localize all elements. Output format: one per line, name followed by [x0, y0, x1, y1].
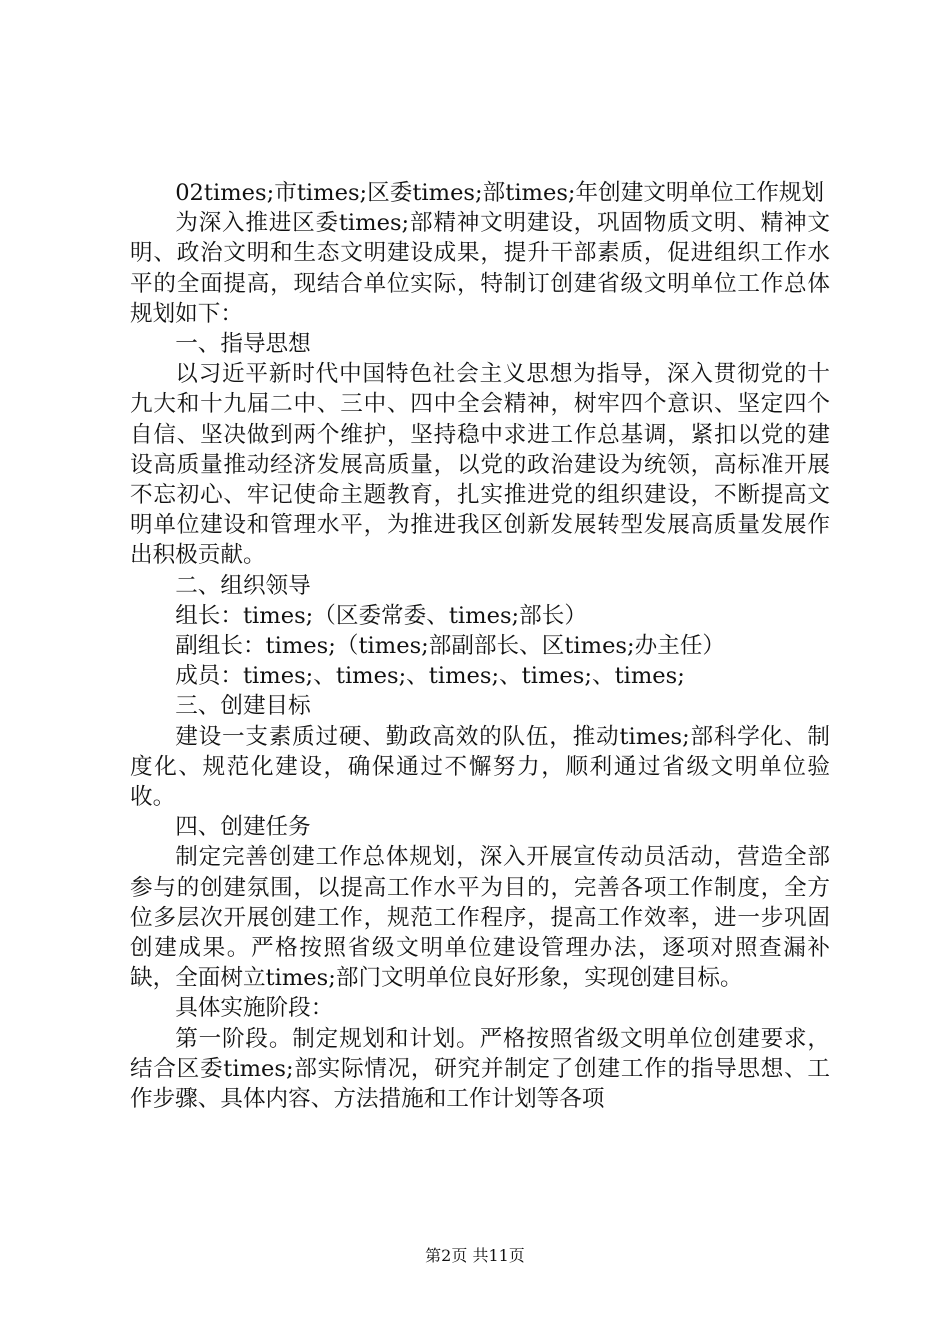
section-heading-tasks: 四、创建任务 — [175, 814, 311, 841]
page-number-footer: 第2页 共11页 — [425, 1246, 525, 1265]
section-heading-guiding-thought: 一、指导思想 — [175, 331, 311, 358]
members-line: 成员：times;、times;、times;、times;、times; — [175, 663, 685, 690]
section-heading-goals: 三、创建目标 — [175, 693, 311, 720]
document-title: 02times;市times;区委times;部times;年创建文明单位工作规划 — [175, 180, 825, 206]
implementation-heading: 具体实施阶段： — [175, 995, 334, 1022]
document-body — [130, 178, 830, 1114]
deputy-leader-line: 副组长：times;（times;部副部长、区times;办主任） — [175, 633, 726, 660]
tasks-paragraph: 制定完善创建工作总体规划，深入开展宣传动员活动，营造全部参与的创建氛围，以提高工作水平为目的，完善各项工作制度，全方位多层次开展创建工作，规范工作程序，提高工作效率，进一步巩固创建成果。严格按照省级文明单位建设管理办法，逐项对照查漏补缺，全面树立times;部门文明单位良好形象，实现创建目标。 — [130, 844, 830, 992]
section-heading-leadership: 二、组织领导 — [175, 572, 311, 599]
leader-line: 组长：times;（区委常委、times;部长） — [175, 602, 587, 629]
goals-paragraph: 建设一支素质过硬、勤政高效的队伍，推动times;部科学化、制度化、规范化建设，确保通过不懈努力，顺利通过省级文明单位验收。 — [130, 723, 830, 811]
guiding-thought-paragraph: 以习近平新时代中国特色社会主义思想为指导，深入贯彻党的十九大和十九届二中、三中、四中全会精神，树牢四个意识、坚定四个自信、坚决做到两个维护，坚持稳中求进工作总基调，紧扣以党的建设高质量推动经济发展高质量，以党的政治建设为统领，高标准开展不忘初心、牢记使命主题教育，扎实推进党的组织建设，不断提高文明单位建设和管理水平，为推进我区创新发展转型发展高质量发展作出积极贡献。 — [130, 361, 830, 569]
phase-one-paragraph: 第一阶段。制定规划和计划。严格按照省级文明单位创建要求，结合区委times;部实际情况，研究并制定了创建工作的指导思想、工作步骤、具体内容、方法措施和工作计划等各项 — [130, 1025, 830, 1113]
intro-paragraph: 为深入推进区委times;部精神文明建设，巩固物质文明、精神文明、政治文明和生态文明建设成果，提升干部素质，促进组织工作水平的全面提高，现结合单位实际，特制订创建省级文明单位工作总体规划如下： — [130, 210, 830, 327]
